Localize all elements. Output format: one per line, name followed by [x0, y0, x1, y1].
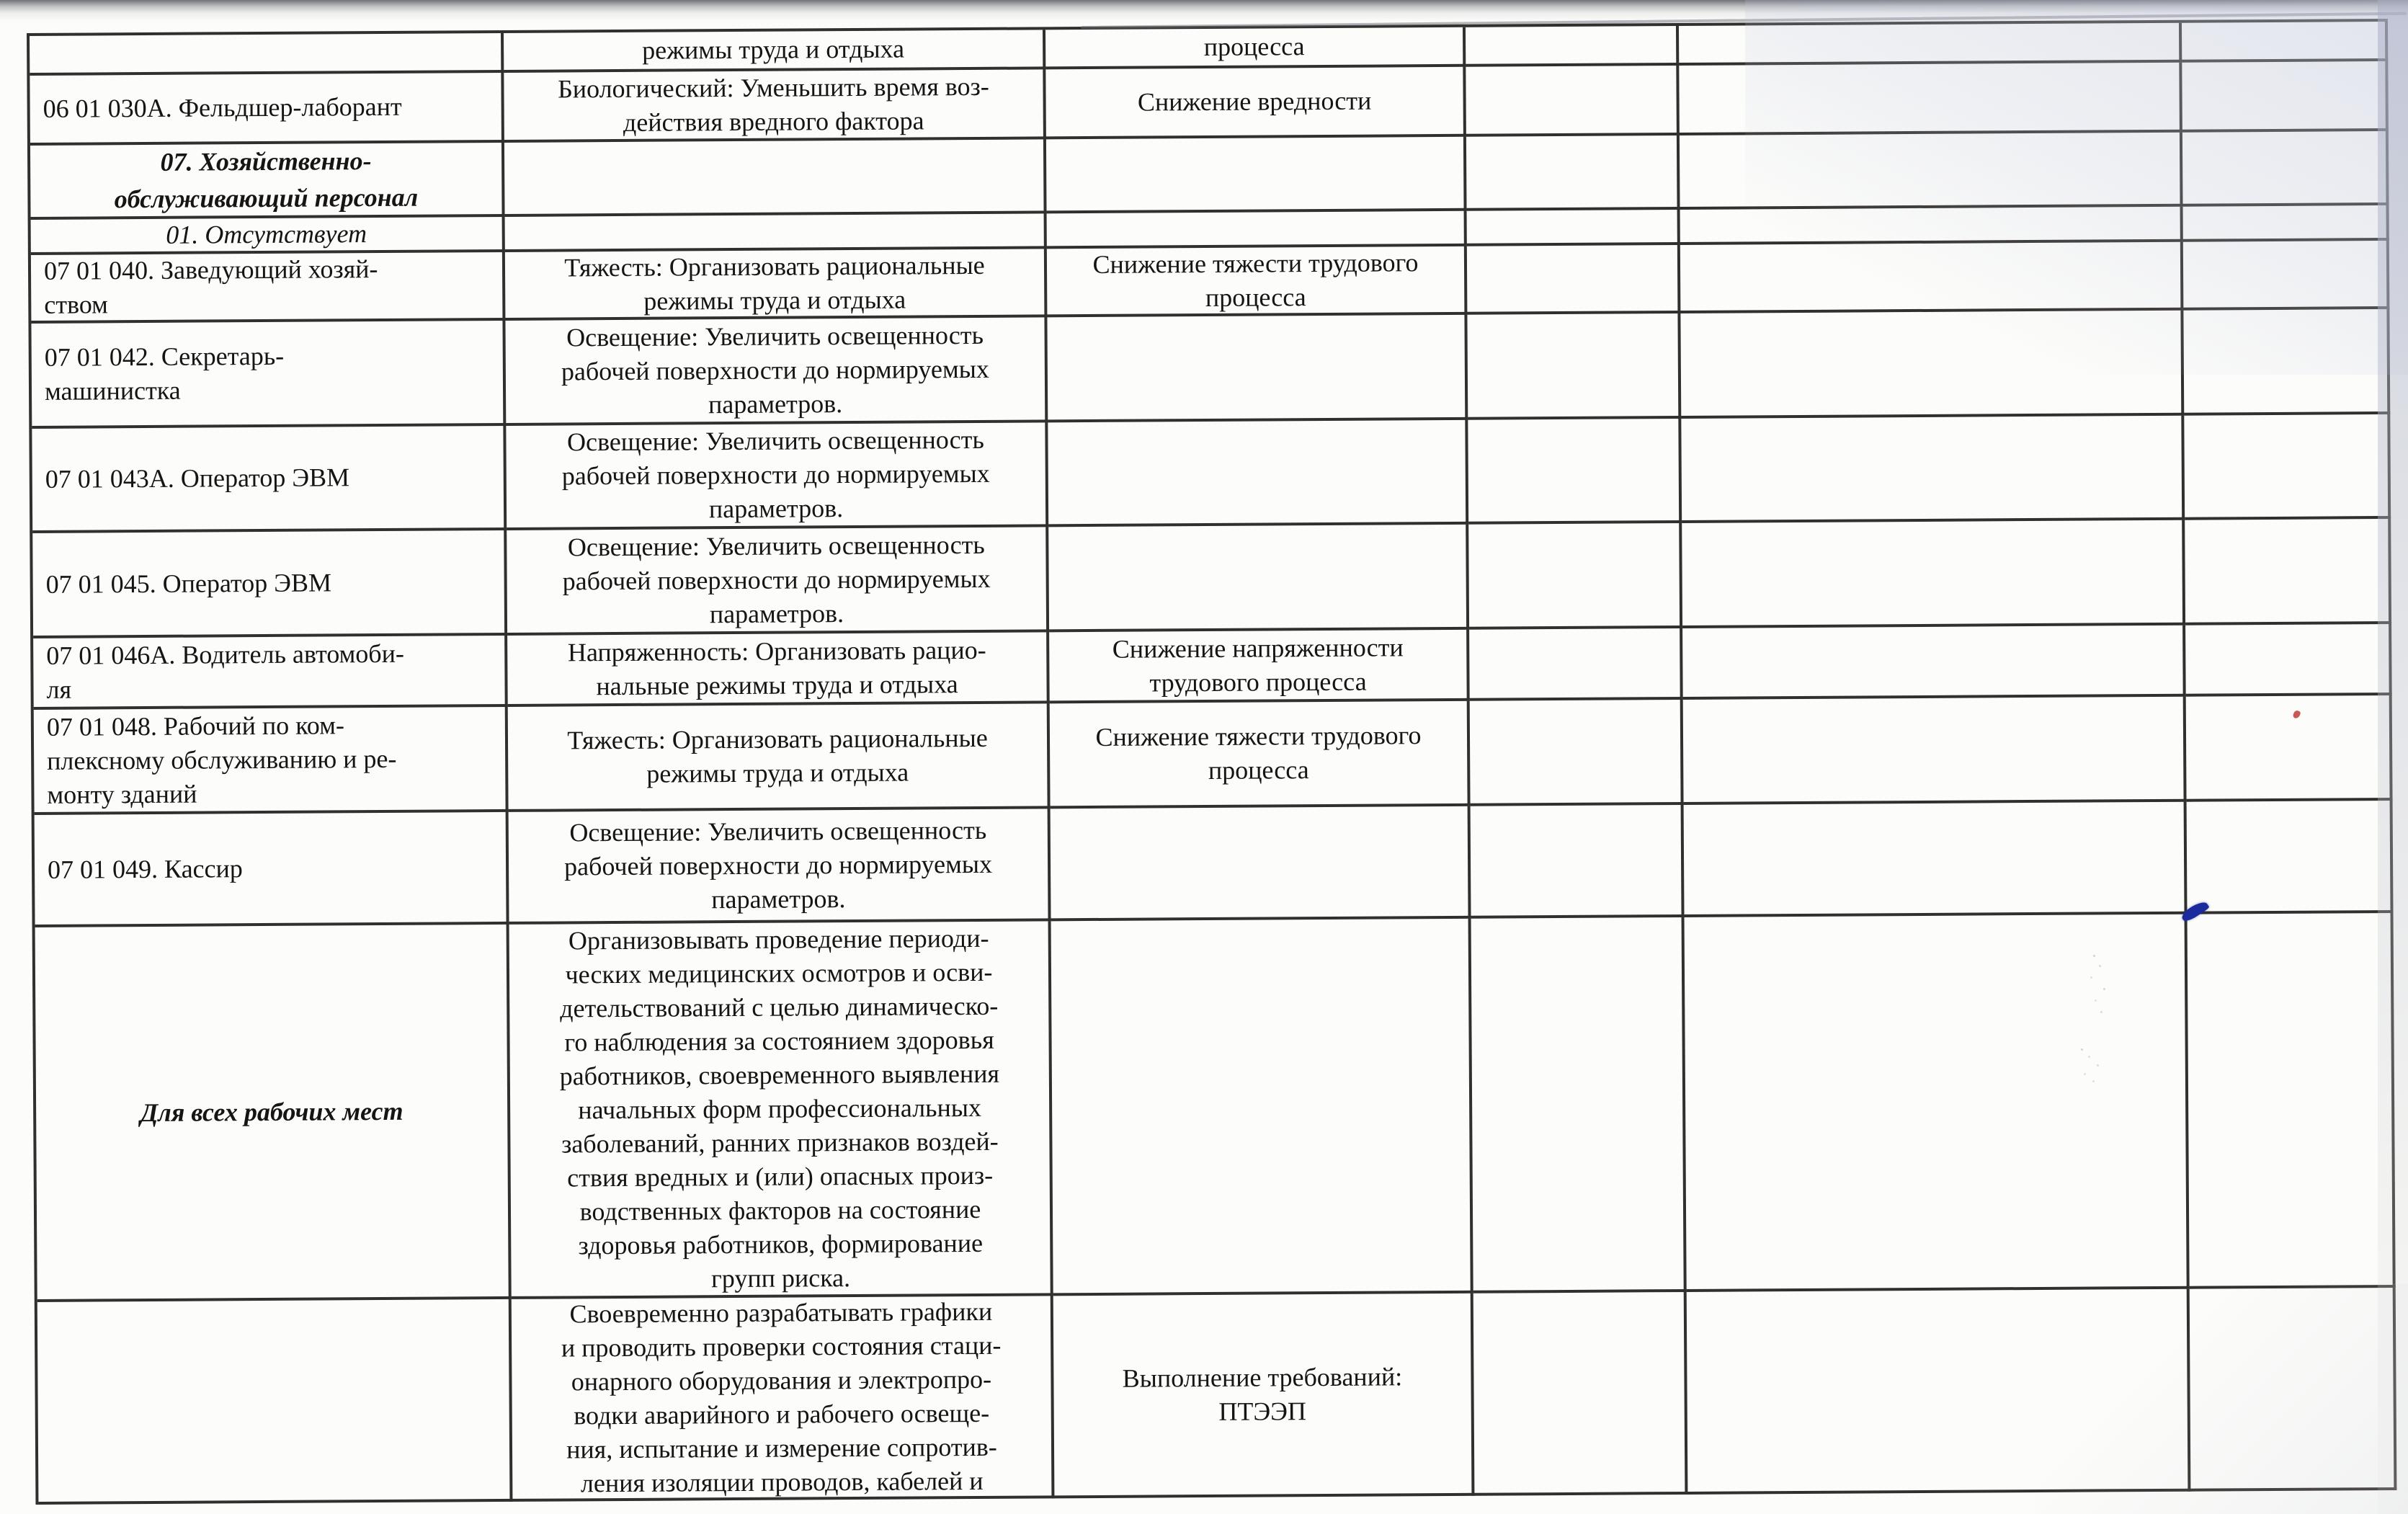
measure-cell: Своевременно разрабатывать графики и проводить проверки состояния стаци- онарного оборудования и электропро- водки аварийного и рабочего освеще- ния, испытание и измерение сопротив- ления изоляции проводов, кабелей и: [512, 1296, 1055, 1502]
empty-cell: [1467, 245, 1681, 315]
empty-cell: [1471, 805, 1685, 919]
empty-cell: [2185, 519, 2391, 625]
workplace-cell: 07 01 042. Секретарь- машинистка: [31, 321, 506, 429]
empty-cell: [2185, 624, 2392, 697]
measure-cell: режимы труда и отдыха: [504, 30, 1045, 73]
empty-cell: [1467, 313, 1681, 420]
measure-cell: Освещение: Увеличить освещенность рабочей поверхности до нормируемых параметров.: [509, 809, 1051, 925]
measure-cell: Тяжесть: Организовать рациональные режимы труда и отдыха: [508, 703, 1051, 812]
measure-cell: Освещение: Увеличить освещенность рабочей поверхности до нормируемых параметров.: [507, 527, 1049, 636]
empty-cell: [1682, 520, 2185, 628]
table-row: [35, 801, 2394, 927]
empty-cell: [1466, 26, 1679, 67]
empty-cell: [2186, 695, 2393, 802]
purpose-cell: [1048, 420, 1468, 527]
measure-cell: Биологический: Уменьшить время воз- действия вредного фактора: [504, 69, 1046, 143]
measure-cell: Организовывать проведение периоди- ческих медицинских осмотров и осви- детельствований с целью динамическо- го наблюдения за состоянием здоровья работников, своевременного выявления начальных форм профессиональных заболеваний, ранних признаков воздей- ствия вредных и (или) опасных произ- водственных факторов на состояние здоровья работников, формирование групп риска.: [509, 921, 1053, 1299]
measure-cell: Освещение: Увеличить освещенность рабочей поверхности до нормируемых параметров.: [506, 422, 1048, 530]
empty-cell: [2184, 414, 2391, 520]
empty-cell: [2187, 801, 2394, 914]
empty-cell: [1681, 416, 2185, 523]
purpose-cell: [1047, 211, 1467, 249]
workplace-cell: 07 01 040. Заведующий хозяй- ством: [31, 252, 506, 324]
empty-cell: [2182, 131, 2389, 207]
empty-cell: [1471, 917, 1687, 1293]
empty-cell: [2182, 22, 2388, 63]
empty-cell: [2182, 61, 2389, 133]
purpose-cell: [1046, 137, 1467, 214]
workplace-cell: [30, 33, 504, 76]
empty-cell: [1685, 914, 2190, 1292]
purpose-cell: [1051, 919, 1473, 1296]
table-row: [35, 913, 2396, 1302]
empty-cell: [2190, 1288, 2397, 1492]
subgroup-header-cell: 01. Отсутствует: [31, 217, 505, 255]
empty-cell: [2188, 913, 2396, 1289]
table-row: [37, 1288, 2397, 1505]
empty-cell: [1467, 210, 1680, 246]
purpose-cell: [1048, 525, 1469, 633]
labor-measures-table: [27, 19, 2396, 1505]
empty-cell: [2183, 241, 2390, 311]
empty-cell: [1466, 135, 1680, 211]
workplace-cell: 07 01 048. Рабочий по ком- плексному обслуживанию и ре- монту зданий: [34, 707, 509, 815]
workplace-cell: 07 01 049. Кассир: [35, 812, 509, 927]
empty-cell: [1466, 66, 1680, 137]
purpose-cell: Снижение тяжести трудового процесса: [1050, 701, 1471, 809]
group-header-cell: Для всех рабочих мест: [35, 925, 512, 1302]
purpose-cell: процесса: [1045, 27, 1466, 70]
empty-cell: [2183, 205, 2389, 242]
purpose-cell: Снижение тяжести трудового процесса: [1047, 246, 1468, 318]
workplace-cell: 06 01 030А. Фельдшер-лаборант: [30, 73, 504, 146]
table-row: [31, 309, 2390, 429]
purpose-cell: [1051, 806, 1471, 922]
empty-cell: [1684, 802, 2188, 917]
workplace-cell: 07 01 045. Оператор ЭВМ: [32, 530, 507, 638]
purpose-cell: Выполнение требований: ПТЭЭП: [1053, 1293, 1475, 1499]
empty-cell: [1473, 1292, 1688, 1496]
empty-cell: [1468, 419, 1682, 525]
empty-cell: [1469, 628, 1683, 701]
empty-cell: [1470, 700, 1684, 806]
empty-cell: [1687, 1289, 2191, 1495]
purpose-cell: [1047, 315, 1468, 423]
empty-cell: [1468, 523, 1682, 630]
empty-cell: [1680, 242, 2184, 313]
empty-cell: [1680, 133, 2183, 210]
measure-cell: [505, 213, 1047, 252]
measure-cell: Тяжесть: Организовать рациональные режимы труда и отдыха: [505, 249, 1048, 321]
table-row: [32, 519, 2391, 638]
scanner-top-edge-shadow: [0, 0, 2408, 22]
empty-cell: [1682, 625, 2186, 700]
empty-cell: [1680, 311, 2184, 419]
empty-cell: [1683, 697, 2187, 805]
table-row: [34, 695, 2393, 815]
empty-cell: [1679, 63, 2182, 135]
table-row: [32, 414, 2391, 533]
table-row: [30, 131, 2389, 220]
measure-cell: [504, 139, 1047, 217]
group-header-cell: 07. Хозяйственно- обслуживающий персонал: [30, 143, 505, 220]
empty-cell: [1680, 207, 2183, 245]
measure-cell: Напряженность: Организовать рацио- нальные режимы труда и отдыха: [507, 632, 1050, 707]
purpose-cell: Снижение вредности: [1045, 67, 1466, 140]
measure-cell: Освещение: Увеличить освещенность рабочей поверхности до нормируемых параметров.: [505, 317, 1048, 426]
empty-cell: [2183, 309, 2390, 416]
purpose-cell: Снижение напряженности трудового процесса: [1049, 630, 1470, 704]
workplace-cell: 07 01 043А. Оператор ЭВМ: [32, 426, 507, 533]
empty-cell: [1679, 23, 2182, 66]
workplace-cell: 07 01 046А. Водитель автомоби- ля: [33, 636, 508, 710]
workplace-cell: [37, 1299, 513, 1505]
